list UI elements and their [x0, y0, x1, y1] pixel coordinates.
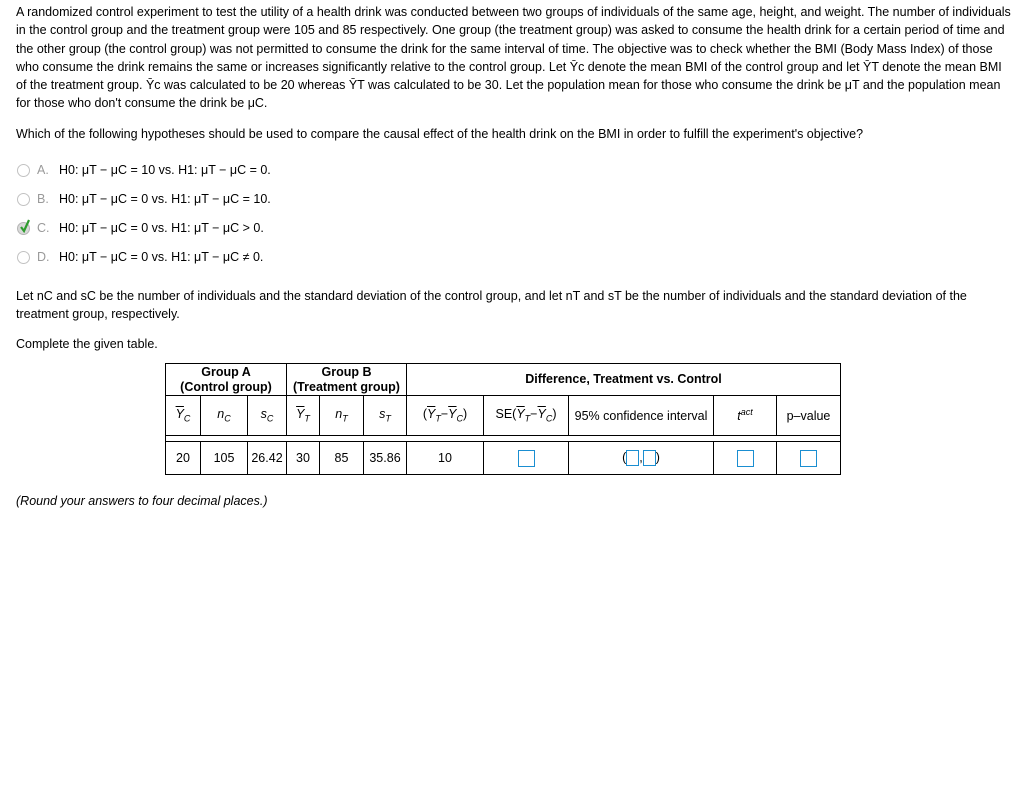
group-b-subtitle: (Treatment group) [293, 379, 400, 394]
option-d[interactable] [17, 248, 263, 266]
cell-ci: ( , ) [569, 442, 714, 475]
question [16, 125, 1011, 143]
group-a-title: Group A [201, 364, 251, 379]
cell-diff: 10 [407, 442, 484, 475]
definition-text: Let nC and sC be the number of individuals and the standard deviation of the control group, and let nT and sT be the number of individuals and the standard deviation of the treatment group, respectively. [16, 289, 967, 322]
cell-tact [714, 442, 777, 475]
col-ci: 95% confidence interval [569, 396, 714, 436]
col-se: $SE(\overline{Y}_T-\overline{Y}_C)$ [484, 396, 569, 436]
option-b[interactable] [17, 190, 271, 208]
data-table [165, 363, 841, 475]
col-tact: $t^{act}$ [714, 396, 777, 436]
checkmark-icon [20, 219, 30, 233]
col-nt: $n_T$ [320, 396, 364, 436]
cell-se [484, 442, 569, 475]
tact-input[interactable] [737, 450, 754, 467]
definition [16, 287, 1011, 324]
option-letter: A. [37, 163, 49, 177]
instruction-text: Complete the given table. [16, 337, 158, 351]
option-text: H0: μT − μC = 10 vs. H1: μT − μC = 0. [59, 163, 271, 177]
col-diff: $(\overline{Y}_T-\overline{Y}_C)$ [407, 396, 484, 436]
group-a-subtitle: (Control group) [180, 379, 272, 394]
cell-yt: 30 [287, 442, 320, 475]
option-letter: D. [37, 250, 50, 264]
cell-st: 35.86 [364, 442, 407, 475]
col-yc: $\overline{Y}_C$ [166, 396, 201, 436]
column-header-row [166, 396, 841, 436]
option-a[interactable] [17, 161, 271, 179]
radio-b[interactable] [17, 193, 30, 206]
option-c[interactable] [17, 219, 264, 237]
rounding-note [16, 492, 1011, 510]
group-a-header [166, 364, 287, 396]
cell-nc: 105 [201, 442, 248, 475]
rounding-note-text: (Round your answers to four decimal places.) [16, 494, 268, 508]
option-letter: B. [37, 192, 49, 206]
pvalue-input[interactable] [800, 450, 817, 467]
ci-upper-input[interactable] [643, 450, 656, 466]
cell-yc: 20 [166, 442, 201, 475]
col-st: $s_T$ [364, 396, 407, 436]
radio-c[interactable] [17, 222, 30, 235]
option-text: H0: μT − μC = 0 vs. H1: μT − μC ≠ 0. [59, 250, 264, 264]
instruction [16, 335, 1011, 353]
difference-header: Difference, Treatment vs. Control [407, 364, 841, 396]
col-nc: $n_C$ [201, 396, 248, 436]
option-text: H0: μT − μC = 0 vs. H1: μT − μC = 10. [59, 192, 271, 206]
intro-text: A randomized control experiment to test the utility of a health drink was conducted between two groups of individuals of the same age, height, and weight. The number of individuals in the control group and the treatment group were 105 and 85 respectively. One group (the treatment group) was asked to consume the health drink for a certain period of time and the other group (the control group) was not permitted to consume the drink for the same interval of time. The objective was to check whether the BMI (Body Mass Index) of those who consume the drink remains the same or increases significantly relative to the control group. Let Ȳc denote the mean BMI of the control group and let ȲT denote the mean BMI of the treatment group. Ȳc was calculated to be 20 whereas ȲT was calculated to be 30. Let the population mean for those who consume the drink be μT and the population mean for those who don't consume the drink be μC. [16, 5, 1011, 111]
col-yt: $\overline{Y}_T$ [287, 396, 320, 436]
ci-lower-input[interactable] [626, 450, 639, 466]
col-sc: $s_C$ [248, 396, 287, 436]
option-letter: C. [37, 221, 50, 235]
option-text: H0: μT − μC = 0 vs. H1: μT − μC > 0. [59, 221, 264, 235]
se-input[interactable] [518, 450, 535, 467]
col-pvalue: p–value [777, 396, 841, 436]
cell-nt: 85 [320, 442, 364, 475]
cell-sc: 26.42 [248, 442, 287, 475]
radio-a[interactable] [17, 164, 30, 177]
radio-d[interactable] [17, 251, 30, 264]
question-text: Which of the following hypotheses should be used to compare the causal effect of the health drink on the BMI in order to fulfill the experiment's objective? [16, 127, 864, 141]
value-row [166, 442, 841, 475]
problem-intro [16, 3, 1011, 113]
cell-pvalue [777, 442, 841, 475]
group-b-header [287, 364, 407, 396]
group-b-title: Group B [321, 364, 372, 379]
